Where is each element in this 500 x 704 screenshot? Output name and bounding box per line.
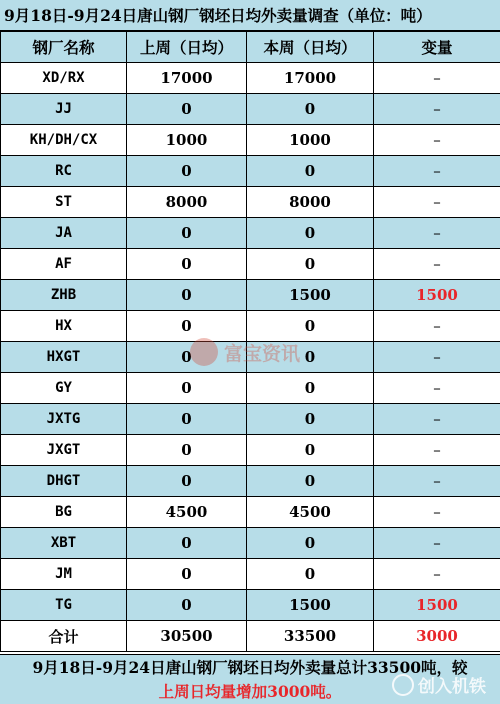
table-row <box>1 342 500 373</box>
change-cell: – <box>374 94 500 125</box>
mill-name-cell: JXTG <box>1 404 127 435</box>
change-cell: – <box>374 466 500 497</box>
this-week-cell: 0 <box>247 94 374 125</box>
brand-logo-icon <box>392 674 414 696</box>
total-row <box>1 621 500 652</box>
this-week-cell: 0 <box>247 404 374 435</box>
table-row <box>1 218 500 249</box>
summary-line-1: 9月18日-9月24日唐山钢厂钢坯日均外卖量总计33500吨，较 <box>32 658 468 677</box>
table-row <box>1 435 500 466</box>
table-row <box>1 528 500 559</box>
change-cell: – <box>374 187 500 218</box>
brand-logo <box>392 672 486 697</box>
last-week-cell: 0 <box>127 218 247 249</box>
mill-name-cell: GY <box>1 373 127 404</box>
header-row <box>1 32 500 63</box>
last-week-cell: 0 <box>127 94 247 125</box>
change-cell: 1500 <box>374 280 500 311</box>
mill-name-cell: XD/RX <box>1 63 127 94</box>
mill-name-cell: JJ <box>1 94 127 125</box>
mill-name-cell: ZHB <box>1 280 127 311</box>
total-this-week-cell: 33500 <box>247 621 374 652</box>
total-label-cell: 合计 <box>1 621 127 652</box>
table-row <box>1 125 500 156</box>
column-header-this-week: 本周（日均） <box>247 32 374 63</box>
change-cell: – <box>374 528 500 559</box>
this-week-cell: 0 <box>247 435 374 466</box>
mill-name-cell: TG <box>1 590 127 621</box>
report-title: 9月18日-9月24日唐山钢厂钢坯日均外卖量调查（单位：吨） <box>0 0 500 31</box>
mill-name-cell: AF <box>1 249 127 280</box>
change-cell: – <box>374 156 500 187</box>
column-header-last-week: 上周（日均） <box>127 32 247 63</box>
table-row <box>1 404 500 435</box>
this-week-cell: 0 <box>247 373 374 404</box>
column-header-mill: 钢厂名称 <box>1 32 127 63</box>
change-cell: – <box>374 218 500 249</box>
table-row <box>1 249 500 280</box>
last-week-cell: 0 <box>127 311 247 342</box>
last-week-cell: 4500 <box>127 497 247 528</box>
mill-name-cell: RC <box>1 156 127 187</box>
mill-name-cell: ST <box>1 187 127 218</box>
table-row <box>1 156 500 187</box>
last-week-cell: 0 <box>127 342 247 373</box>
change-cell: – <box>374 63 500 94</box>
change-cell: – <box>374 404 500 435</box>
table-row <box>1 559 500 590</box>
change-cell: – <box>374 497 500 528</box>
this-week-cell: 0 <box>247 466 374 497</box>
mill-name-cell: DHGT <box>1 466 127 497</box>
brand-logo-text: 创入机铁 <box>418 677 486 697</box>
table-row <box>1 280 500 311</box>
this-week-cell: 0 <box>247 528 374 559</box>
last-week-cell: 0 <box>127 528 247 559</box>
last-week-cell: 17000 <box>127 63 247 94</box>
table-row <box>1 466 500 497</box>
change-cell: – <box>374 249 500 280</box>
export-volume-table <box>0 31 500 652</box>
this-week-cell: 1500 <box>247 590 374 621</box>
change-cell: – <box>374 435 500 466</box>
change-cell: 1500 <box>374 590 500 621</box>
table-row <box>1 373 500 404</box>
mill-name-cell: BG <box>1 497 127 528</box>
mill-name-cell: XBT <box>1 528 127 559</box>
column-header-change: 变量 <box>374 32 500 63</box>
table-row <box>1 187 500 218</box>
mill-name-cell: HX <box>1 311 127 342</box>
change-cell: – <box>374 311 500 342</box>
change-cell: – <box>374 342 500 373</box>
this-week-cell: 1500 <box>247 280 374 311</box>
total-last-week-cell: 30500 <box>127 621 247 652</box>
last-week-cell: 0 <box>127 404 247 435</box>
last-week-cell: 0 <box>127 590 247 621</box>
summary-line-2: 上周日均量增加3000吨。 <box>158 682 342 701</box>
table-row <box>1 497 500 528</box>
this-week-cell: 1000 <box>247 125 374 156</box>
change-cell: – <box>374 559 500 590</box>
last-week-cell: 8000 <box>127 187 247 218</box>
mill-name-cell: HXGT <box>1 342 127 373</box>
this-week-cell: 8000 <box>247 187 374 218</box>
this-week-cell: 17000 <box>247 63 374 94</box>
last-week-cell: 0 <box>127 466 247 497</box>
this-week-cell: 0 <box>247 342 374 373</box>
last-week-cell: 0 <box>127 280 247 311</box>
last-week-cell: 1000 <box>127 125 247 156</box>
table-row <box>1 311 500 342</box>
this-week-cell: 0 <box>247 311 374 342</box>
mill-name-cell: JA <box>1 218 127 249</box>
table-row <box>1 590 500 621</box>
last-week-cell: 0 <box>127 156 247 187</box>
total-change-cell: 3000 <box>374 621 500 652</box>
table-row <box>1 94 500 125</box>
table-body <box>1 63 500 652</box>
this-week-cell: 0 <box>247 249 374 280</box>
last-week-cell: 0 <box>127 435 247 466</box>
last-week-cell: 0 <box>127 559 247 590</box>
mill-name-cell: KH/DH/CX <box>1 125 127 156</box>
change-cell: – <box>374 373 500 404</box>
this-week-cell: 0 <box>247 156 374 187</box>
mill-name-cell: JXGT <box>1 435 127 466</box>
this-week-cell: 0 <box>247 218 374 249</box>
last-week-cell: 0 <box>127 249 247 280</box>
table-row <box>1 63 500 94</box>
change-cell: – <box>374 125 500 156</box>
this-week-cell: 4500 <box>247 497 374 528</box>
mill-name-cell: JM <box>1 559 127 590</box>
last-week-cell: 0 <box>127 373 247 404</box>
this-week-cell: 0 <box>247 559 374 590</box>
watermark-text: 富宝资讯 <box>224 342 301 365</box>
